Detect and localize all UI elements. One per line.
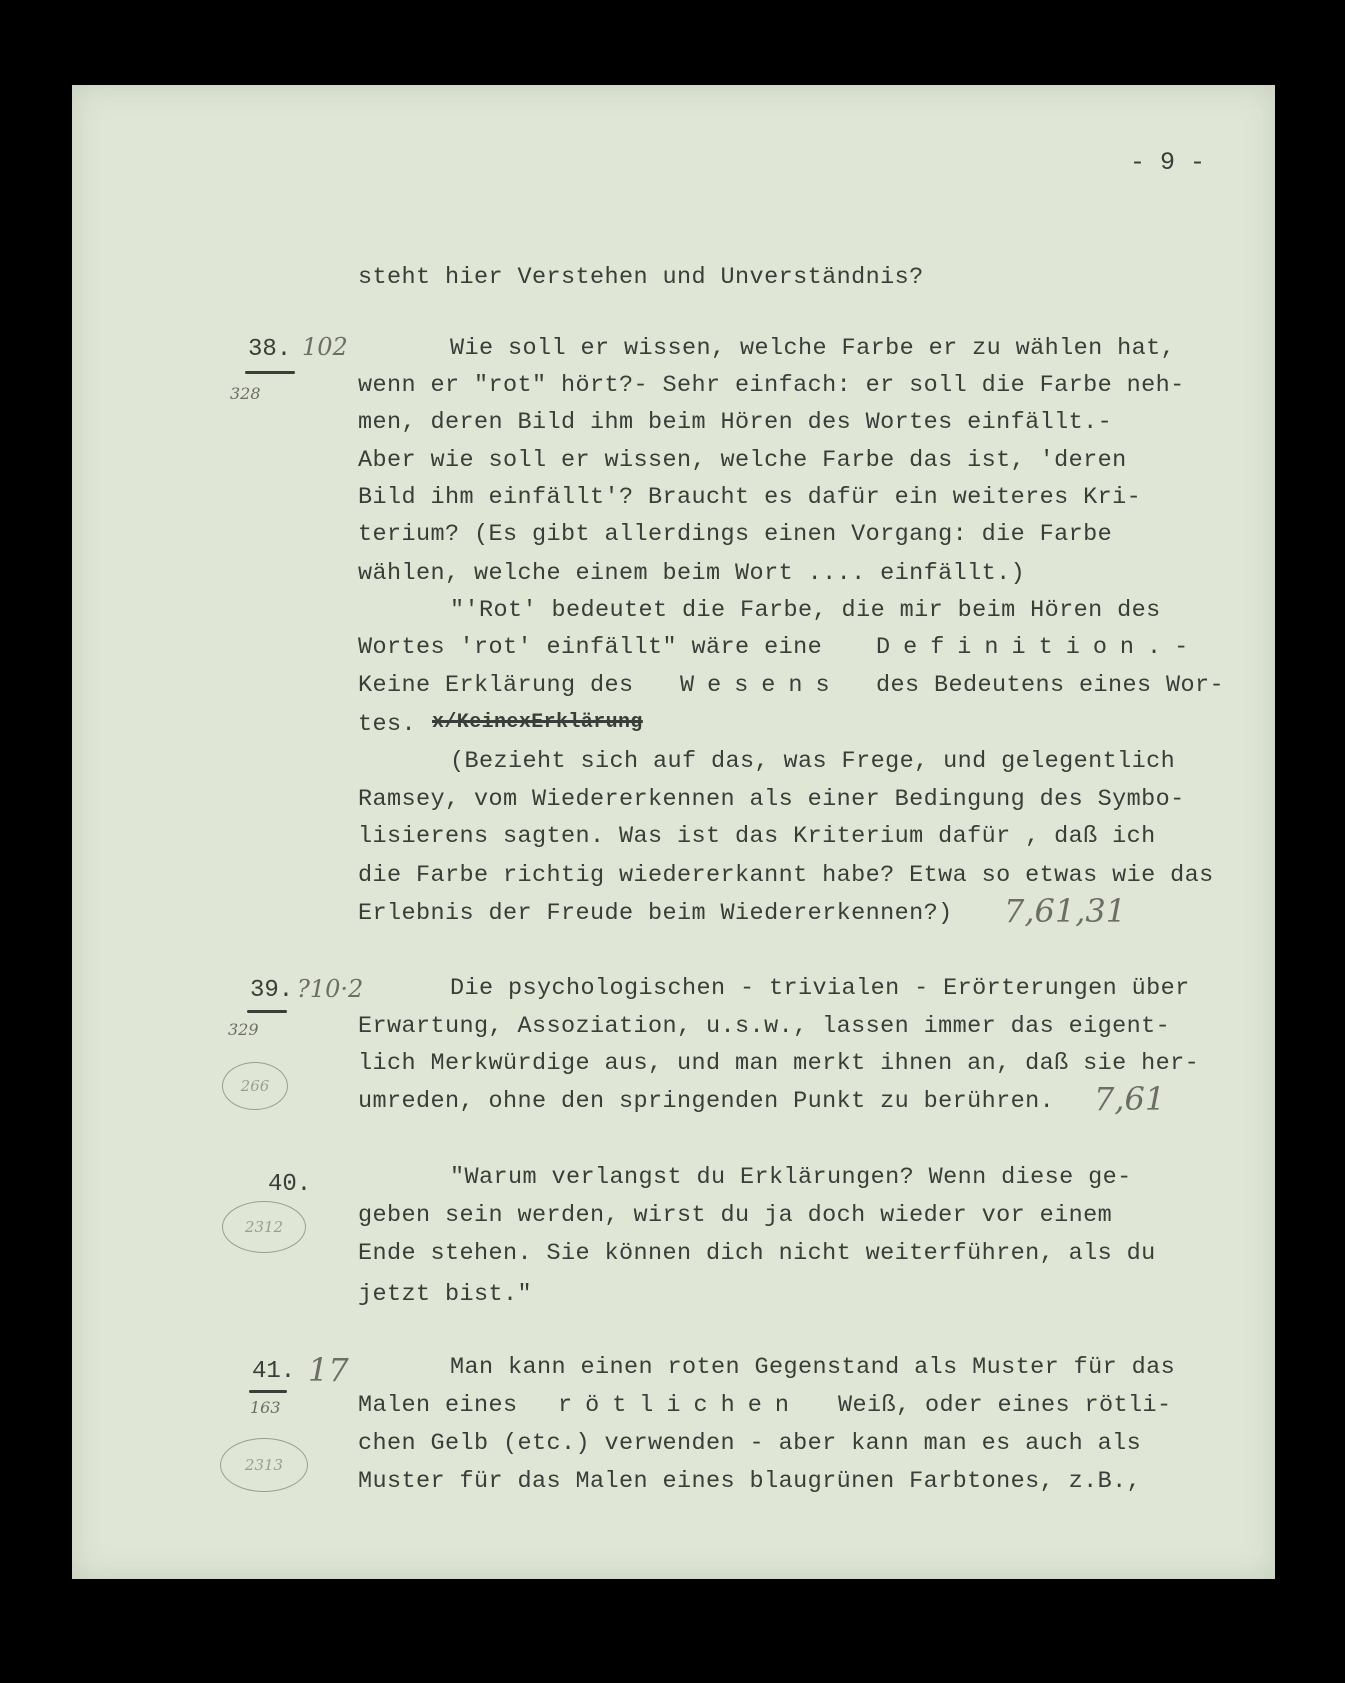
spaced-word-wesens: Wesens [680, 672, 843, 699]
body-line: Malen eines [358, 1392, 518, 1419]
body-line: Erlebnis der Freude beim Wiedererkennen?) [358, 900, 953, 927]
body-line: tes. [358, 711, 417, 738]
body-line: umreden, ohne den springenden Punkt zu berühren. [358, 1088, 1055, 1115]
handwritten-ref-39: ?10·2 [297, 975, 364, 1003]
section-number-38: 38. [248, 336, 292, 363]
underline-41 [249, 1390, 287, 1393]
circled-number-41: 2313 [220, 1438, 308, 1492]
struck-text: x/KeinexErklärung [432, 711, 643, 734]
body-line: chen Gelb (etc.) verwenden - aber kann man es auch als [358, 1430, 1142, 1457]
section-number-40: 40. [268, 1171, 312, 1198]
body-line: Keine Erklärung des [358, 672, 634, 699]
body-line: Die psychologischen - trivialen - Erörterungen über [450, 975, 1190, 1002]
body-line: "'Rot' bedeutet die Farbe, die mir beim Hören des [450, 597, 1161, 624]
body-line: lich Merkwürdige aus, und man merkt ihnen an, daß sie her- [358, 1050, 1200, 1077]
body-line: (Bezieht sich auf das, was Frege, und gelegentlich [450, 748, 1176, 775]
handwritten-sub-41: 163 [250, 1398, 281, 1417]
circled-number-40: 2312 [222, 1201, 306, 1253]
body-line: Muster für das Malen eines blaugrünen Farbtones, z.B., [358, 1468, 1142, 1495]
body-line: Wie soll er wissen, welche Farbe er zu wählen hat, [450, 335, 1176, 362]
body-line: Man kann einen roten Gegenstand als Muster für das [450, 1354, 1176, 1381]
body-line: des Bedeutens eines Wor- [876, 672, 1225, 699]
body-line: Bild ihm einfällt'? Braucht es dafür ein weiteres Kri- [358, 484, 1142, 511]
body-line: Erwartung, Assoziation, u.s.w., lassen immer das eigent- [358, 1013, 1171, 1040]
body-line: Aber wie soll er wissen, welche Farbe das ist, 'deren [358, 447, 1127, 474]
handwritten-ref-41: 17 [308, 1351, 349, 1389]
section-number-39: 39. [250, 977, 294, 1004]
handwritten-ref-38: 102 [302, 333, 348, 361]
page-number: - 9 - [1130, 148, 1206, 177]
body-line: steht hier Verstehen und Unverständnis? [358, 264, 924, 291]
body-line: Wortes 'rot' einfällt" wäre eine [358, 634, 823, 661]
body-line: die Farbe richtig wiedererkannt habe? Etwa so etwas wie das [358, 862, 1214, 889]
body-line: geben sein werden, wirst du ja doch wieder vor einem [358, 1202, 1113, 1229]
spaced-word-definition: Definition.- [876, 634, 1202, 661]
handwritten-end-39: 7,61 [1094, 1080, 1166, 1118]
body-line: wählen, welche einem beim Wort .... einfällt.) [358, 560, 1026, 587]
body-line: jetzt bist." [358, 1281, 533, 1308]
handwritten-end-38: 7,61,31 [1004, 892, 1127, 930]
underline-39 [247, 1010, 287, 1013]
body-line: Ramsey, vom Wiedererkennen als einer Bedingung des Symbo- [358, 786, 1185, 813]
spaced-word-roetlichen: rötlichen [558, 1392, 802, 1419]
section-number-41: 41. [252, 1358, 296, 1385]
body-line: "Warum verlangst du Erklärungen? Wenn diese ge- [450, 1164, 1132, 1191]
body-line: Ende stehen. Sie können dich nicht weiterführen, als du [358, 1240, 1156, 1267]
body-line: wenn er "rot" hört?- Sehr einfach: er soll die Farbe neh- [358, 372, 1185, 399]
handwritten-sub-38: 328 [230, 384, 261, 403]
body-line: Weiß, oder eines rötli- [838, 1392, 1172, 1419]
underline-38 [245, 371, 295, 374]
circled-number-39: 266 [222, 1062, 288, 1110]
handwritten-sub-39: 329 [228, 1020, 259, 1039]
body-line: men, deren Bild ihm beim Hören des Wortes einfällt.- [358, 409, 1113, 436]
body-line: terium? (Es gibt allerdings einen Vorgang: die Farbe [358, 521, 1113, 548]
body-line: lisierens sagten. Was ist das Kriterium dafür , daß ich [358, 823, 1156, 850]
